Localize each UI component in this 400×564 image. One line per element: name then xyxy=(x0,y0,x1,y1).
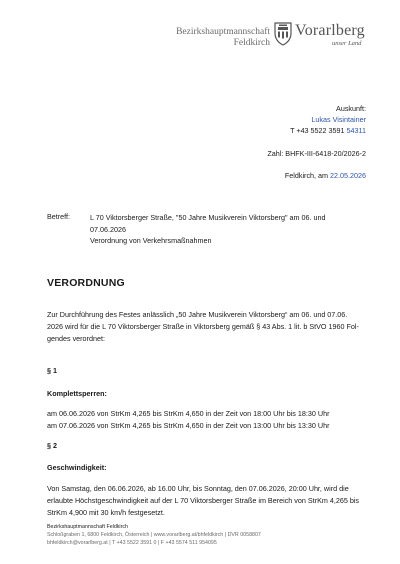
authority-line-1: Bezirkshauptmannschaft xyxy=(176,27,270,37)
phone-extension: 54311 xyxy=(346,126,366,135)
section-2-body xyxy=(47,483,367,518)
subject-label: Betreff: xyxy=(47,212,71,221)
auskunft-label: Auskunft: xyxy=(336,104,366,113)
authority-name xyxy=(150,27,270,49)
vorarlberg-crest-icon xyxy=(273,20,293,46)
closure-line-1: am 06.06.2026 von StrKm 4,265 bis StrKm 4,650 in der Zeit von 18:00 Uhr bis 18:30 Uhr xyxy=(47,409,330,418)
section-1-subheading: Komplettsperren: xyxy=(47,389,107,398)
speed-line-2: erlaubte Höchstgeschwindigkeit auf der L 70 Viktorsberger Straße im Bereich von StrKm 4,265 bis xyxy=(47,495,360,505)
footer-authority: Bezirkshauptmannschaft Feldkirch xyxy=(47,524,128,530)
intro-line-3: gendes verordnet: xyxy=(47,333,105,343)
subject-line-3: Verordnung von Verkehrsmaßnahmen xyxy=(90,236,212,245)
reference-number: Zahl: BHFK-III-6418-20/2026-2 xyxy=(267,149,366,158)
section-2-subheading: Geschwindigkeit: xyxy=(47,463,107,472)
section-1-body xyxy=(47,408,367,432)
brand-wordmark: Vorarlberg xyxy=(295,22,365,39)
page-footer xyxy=(47,523,377,547)
brand-tagline: unser Land xyxy=(332,40,362,47)
subject-line-1: L 70 Viktorsberger Straße, "50 Jahre Musikverein Viktorsberg" am 06. und xyxy=(90,213,326,222)
footer-address: Schloßgraben 1, 6800 Feldkirch, Österreich | www.vorarlberg.at/bhfeldkirch | DVR 0058807 xyxy=(47,532,261,538)
section-2-heading: § 2 xyxy=(47,441,57,450)
phone-prefix: T +43 5522 3591 xyxy=(290,126,345,135)
intro-paragraph xyxy=(47,309,367,344)
document-date: 22.05.2026 xyxy=(330,171,366,180)
speed-line-3: StrKm 4,900 mit 30 km/h festgesetzt. xyxy=(47,507,165,517)
date-prefix: Feldkirch, am xyxy=(284,171,329,180)
authority-line-2: Feldkirch xyxy=(233,38,270,48)
contact-phone xyxy=(146,126,366,136)
section-1-heading: § 1 xyxy=(47,366,57,375)
contact-name: Lukas Visintainer xyxy=(311,115,366,124)
intro-line-1: Zur Durchführung des Festes anlässlich „50 Jahre Musikverein Viktorsberg“ am 06. und 07.06. xyxy=(47,310,348,319)
footer-contact: bhfeldkirch@vorarlberg.at | T +43 5522 3591 0 | F +43 5574 511 954095 xyxy=(47,540,217,546)
speed-line-1: Von Samstag, den 06.06.2026, ab 16.00 Uhr, bis Sonntag, den 07.06.2026, 20:00 Uhr, wird die xyxy=(47,484,349,493)
subject-text xyxy=(90,212,360,247)
document-title: VERORDNUNG xyxy=(47,277,125,289)
place-date xyxy=(146,171,366,181)
subject-line-2: 07.06.2026 xyxy=(90,224,126,234)
closure-line-2: am 07.06.2026 von StrKm 4,265 bis StrKm 4,650 in der Zeit von 13:00 Uhr bis 13:30 Uhr xyxy=(47,420,330,430)
intro-line-2: 2026 wird für die L 70 Viktorsberger Straße in Viktorsberg gemäß § 43 Abs. 1 lit. b StVO 1960 Fol- xyxy=(47,321,359,331)
